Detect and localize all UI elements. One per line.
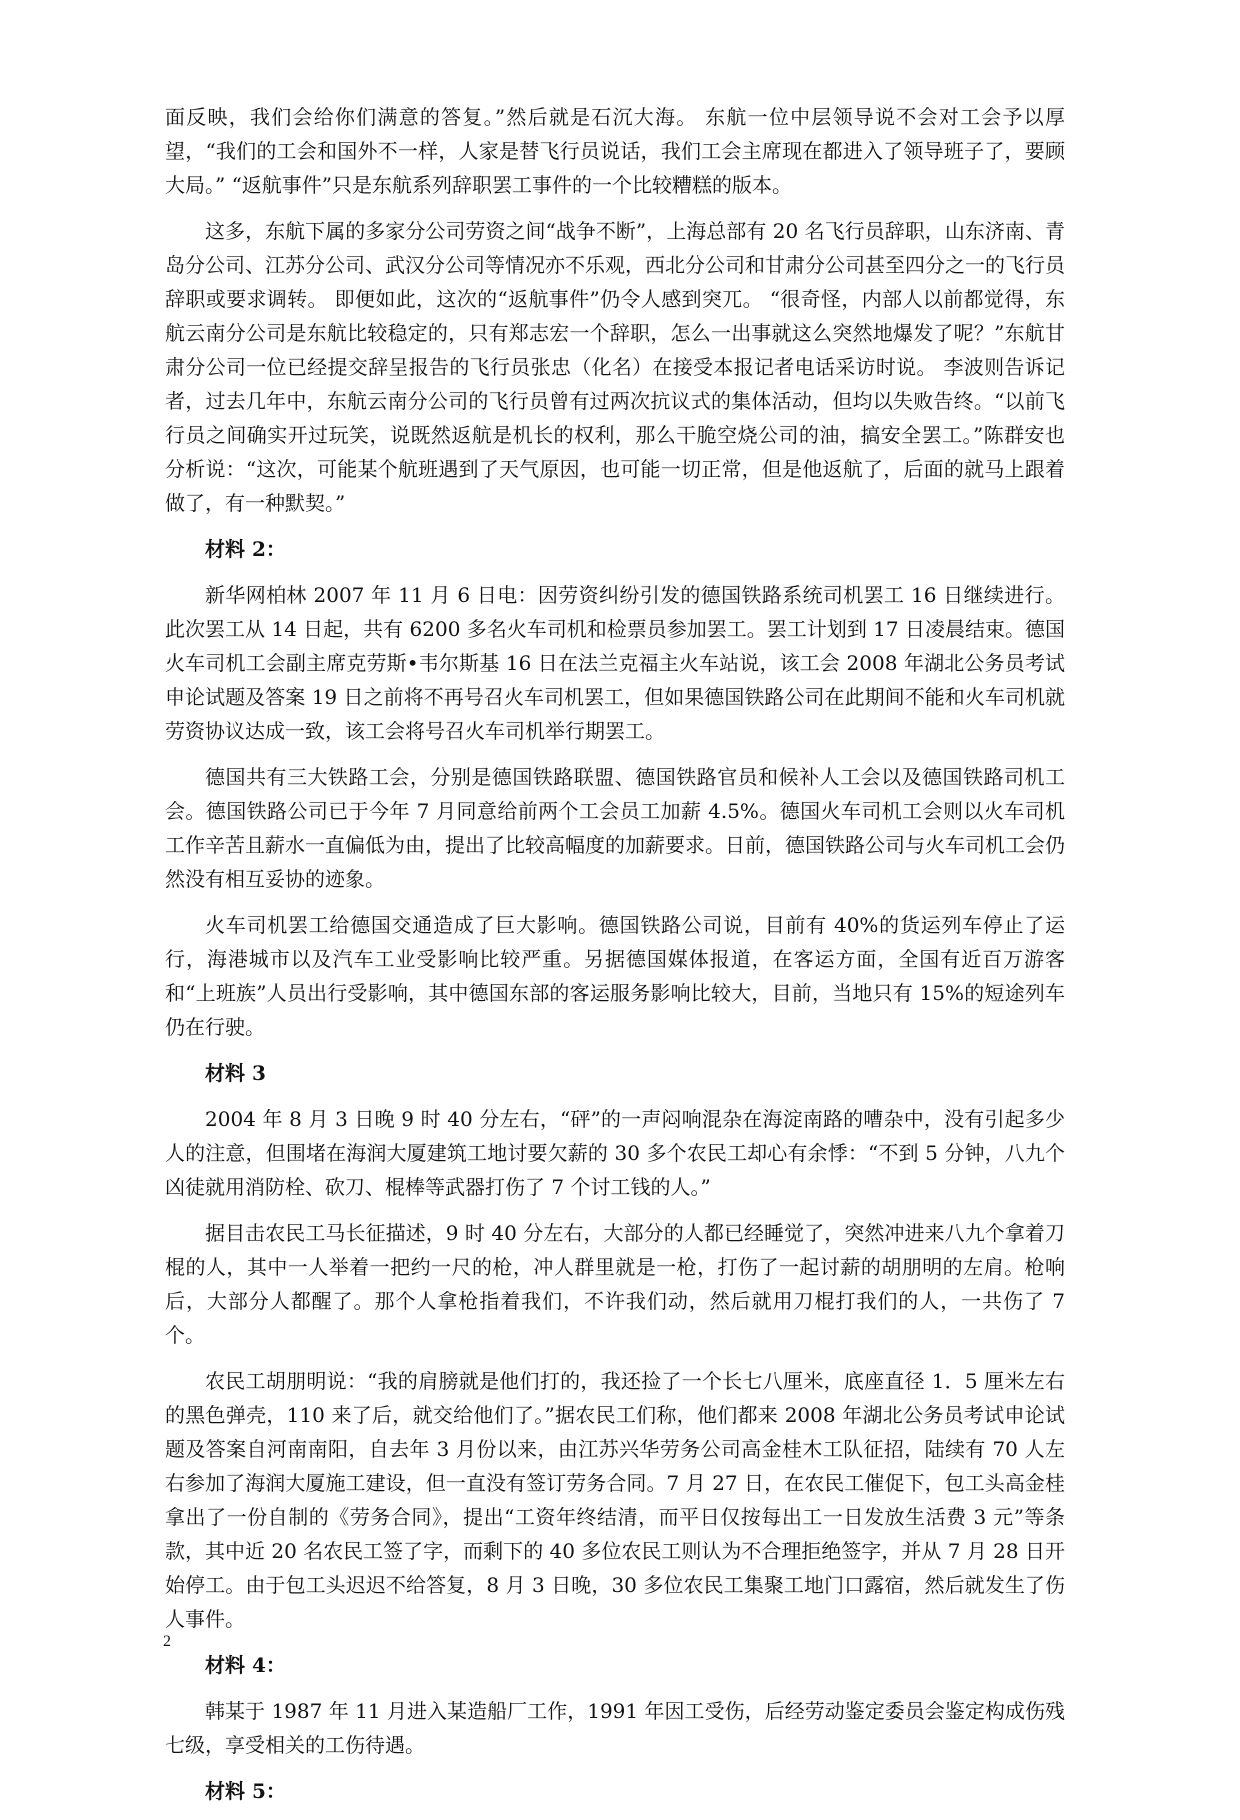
heading-material-5: 材料 5： — [205, 1779, 286, 1803]
paragraph-german-rail-strike: 新华网柏林 2007 年 11 月 6 日电：因劳资纠纷引发的德国铁路系统司机罢工 16 日继续进行。此次罢工从 14 日起，共有 6200 多名火车司机和检票员参加罢工。罢工计划到 17 日凌晨结束。德国火车司机工会副主席克劳斯•韦尔斯基 16 日在法兰克福主火车站说，该工会 2008 年湖北公务员考试申论试题及答案 19 日之前将不再号召火车司机罢工，但如果德国铁路公司在此期间不能和火车司机就劳资协议达成一致，该工会将号召火车司机举行期罢工。 — [165, 583, 1065, 743]
paragraph-continuation: 面反映，我们会给你们满意的答复。”然后就是石沉大海。 东航一位中层领导说不会对工会予以厚望，“我们的工会和国外不一样，人家是替飞行员说话，我们工会主席现在都进入了领导班子了，要顾大局。” “返航事件”只是东航系列辞职罢工事件的一个比较糟糕的版本。 — [165, 105, 1065, 197]
heading-material-3: 材料 3 — [205, 1061, 266, 1085]
document-body — [165, 100, 1065, 1820]
paragraph-haidian-incident: 2004 年 8 月 3 日晚 9 时 40 分左右，“砰”的一声闷响混杂在海淀南路的嘈杂中，没有引起多少人的注意，但围堵在海润大厦建筑工地讨要欠薪的 30 多个农民工却心有余悸：“不到 5 分钟，八九个凶徒就用消防栓、砍刀、棍棒等武器打伤了 7 个讨工钱的人。” — [165, 1107, 1065, 1199]
page-number: 2 — [163, 1633, 171, 1650]
paragraph-german-rail-impact: 火车司机罢工给德国交通造成了巨大影响。德国铁路公司说，目前有 40%的货运列车停止了运行，海港城市以及汽车工业受影响比较严重。另据德国媒体报道，在客运方面，全国有近百万游客和“上班族”人员出行受影响，其中德国东部的客运服务影响比较大，目前，当地只有 15%的短途列车仍在行驶。 — [165, 913, 1065, 1039]
paragraph-witness-account: 据目击农民工马长征描述，9 时 40 分左右，大部分的人都已经睡觉了，突然冲进来八九个拿着刀棍的人，其中一人举着一把约一尺的枪，冲人群里就是一枪，打伤了一起讨薪的胡朋明的左肩。枪响后，大部分人都醒了。那个人拿枪指着我们，不许我们动，然后就用刀棍打我们的人，一共伤了 7 个。 — [165, 1221, 1065, 1347]
paragraph-german-rail-unions: 德国共有三大铁路工会，分别是德国铁路联盟、德国铁路官员和候补人工会以及德国铁路司机工会。德国铁路公司已于今年 7 月同意给前两个工会员工加薪 4.5%。德国火车司机工会则以火车司机工作辛苦且薪水一直偏低为由，提出了比较高幅度的加薪要求。日前，德国铁路公司与火车司机工会仍然没有相互妥协的迹象。 — [165, 765, 1065, 891]
heading-material-2: 材料 2： — [205, 537, 286, 561]
paragraph-worker-statement: 农民工胡朋明说：“我的肩膀就是他们打的，我还捡了一个长七八厘米，底座直径 1．5 厘米左右的黑色弹壳，110 来了后，就交给他们了。”据农民工们称，他们都来 2008 年湖北公务员考试申论试题及答案自河南南阳，自去年 3 月份以来，由江苏兴华劳务公司高金桂木工队征招，陆续有 70 人左右参加了海润大厦施工建设，但一直没有签订劳务合同。7 月 27 日，在农民工催促下，包工头高金桂拿出了一份自制的《劳务合同》，提出“工资年终结清，而平日仅按每出工一日发放生活费 3 元”等条款，其中近 20 名农民工签了字，而剩下的 40 多位农民工则认为不合理拒绝签字，并从 7 月 28 日开始停工。由于包工头迟迟不给答复，8 月 3 日晚，30 多位农民工集聚工地门口露宿，然后就发生了伤人事件。 — [165, 1369, 1065, 1631]
paragraph-shipyard-injury: 韩某于 1987 年 11 月进入某造船厂工作，1991 年因工受伤，后经劳动鉴定委员会鉴定构成伤残七级，享受相关的工伤待遇。 — [165, 1699, 1065, 1757]
paragraph-eastern-airlines: 这多，东航下属的多家分公司劳资之间“战争不断”，上海总部有 20 名飞行员辞职，山东济南、青岛分公司、江苏分公司、武汉分公司等情况亦不乐观，西北分公司和甘肃分公司甚至四分之一的飞行员辞职或要求调转。 即便如此，这次的“返航事件”仍令人感到突兀。 “很奇怪，内部人以前都觉得，东航云南分公司是东航比较稳定的，只有郑志宏一个辞职，怎么一出事就这么突然地爆发了呢？”东航甘肃分公司一位已经提交辞呈报告的飞行员张忠（化名）在接受本报记者电话采访时说。 李波则告诉记者，过去几年中，东航云南分公司的飞行员曾有过两次抗议式的集体活动，但均以失败告终。“以前飞行员之间确实开过玩笑，说既然返航是机长的权利，那么干脆空烧公司的油，搞安全罢工。”陈群安也分析说：“这次，可能某个航班遇到了天气原因，也可能一切正常，但是他返航了，后面的就马上跟着做了，有一种默契。” — [165, 219, 1065, 515]
heading-material-4: 材料 4： — [205, 1653, 286, 1677]
